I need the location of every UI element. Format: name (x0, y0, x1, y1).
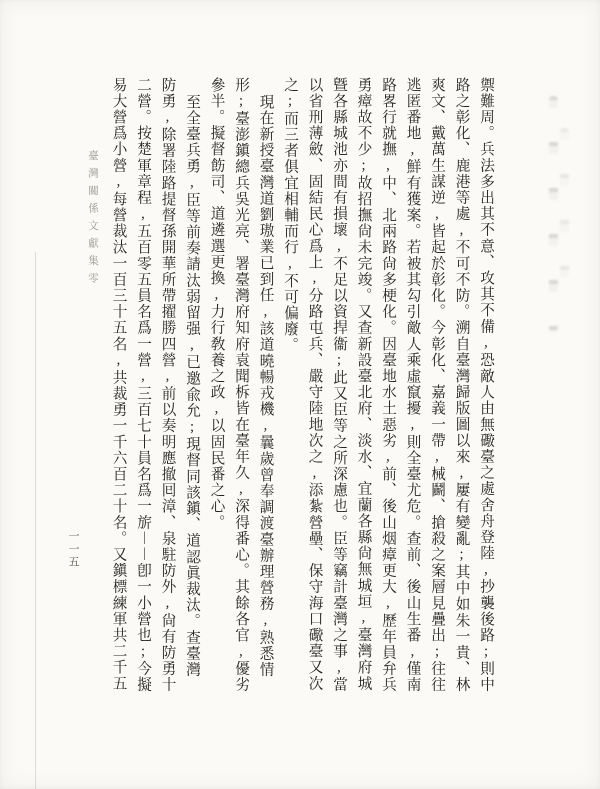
text-column: 路畧行就撫,中、北兩路尙多梗化。因臺地水土惡劣,前、後山烟瘴更大,歷年員弁兵 (380, 77, 396, 693)
margin-book-title: 臺灣關係文獻集零 (87, 150, 98, 290)
text-column: 易大營爲小營,每營裁汰一百三十五名,共裁勇一千六百二十名。又鎭標練軍共二千五 (110, 77, 127, 692)
text-column-paragraph-start: 至全臺兵勇,臣等前奏請汰弱留强,已邀兪允;現督同該鎭、道認眞裁汰。查臺灣 (184, 94, 200, 678)
bleedthrough-marks (560, 128, 569, 278)
text-column: 勇瘴故不少;故招撫尙未完竣。又查新設臺北府、淡水、宜蘭各縣尙無城垣,臺灣府城 (355, 77, 372, 692)
text-column: 逃匿番地,鮮有獲案。若被其勾引敵人乘虛竄擾,則全臺尤危。查前、後山生番,僅南 (404, 77, 421, 693)
page-number: 一一五 (67, 530, 79, 569)
text-column: 之;而三者俱宜相輔而行,不可偏廢。 (282, 77, 298, 354)
text-column: 防勇,除署陸路提督孫開華所帶擢勝四營,前以奏明應撤囘漳、泉駐防外,尙有防勇十 (159, 77, 176, 693)
text-column: 以省刑薄斂、固結民心爲上,分路屯兵、嚴守陸地次之,添紮營壘、保守海口礮臺又次 (306, 77, 323, 692)
gutter-line (35, 252, 36, 789)
text-column: 二營。按楚軍章程,五百零五員名爲一營,三百七十員名爲一旂︱︱卽一小營也;今擬 (135, 77, 151, 693)
main-text-block (106, 77, 498, 705)
text-column: 參半。擬督飭司、道遴選更換,力行敎養之政,以固民番之心。 (208, 77, 225, 531)
text-column: 路之彰化、鹿港等處,不可不防。溯自臺灣歸版圖以來,屢有變亂;其中如朱一貴、林 (453, 77, 470, 693)
text-column: 形;臺澎鎭總兵吳光亮、署臺灣府知府袁聞柝皆在臺年久,深得番心。其餘各官,優劣 (233, 77, 249, 693)
text-column: 爽文、戴萬生謀逆,皆起於彰化。今彰化、嘉義一帶,械鬬、搶殺之案層見疊出;往往 (429, 77, 445, 693)
text-column-paragraph-start: 現在新授臺灣道劉璈業已到任,該道曉暢戎機,曩歲曾奉調渡臺辦理營務,熟悉情 (257, 94, 274, 678)
text-column: 曁各縣城池亦間有損壞,不足以資捍衞;此又臣等之所深慮也。臣等竊計臺灣之事,當 (331, 77, 347, 693)
bleedthrough-marks (549, 96, 558, 332)
text-column: 禦難周。兵法多出其不意、攻其不備,恐敵人由無礮臺之處舍舟登陸,抄襲後路;則中 (478, 77, 494, 693)
